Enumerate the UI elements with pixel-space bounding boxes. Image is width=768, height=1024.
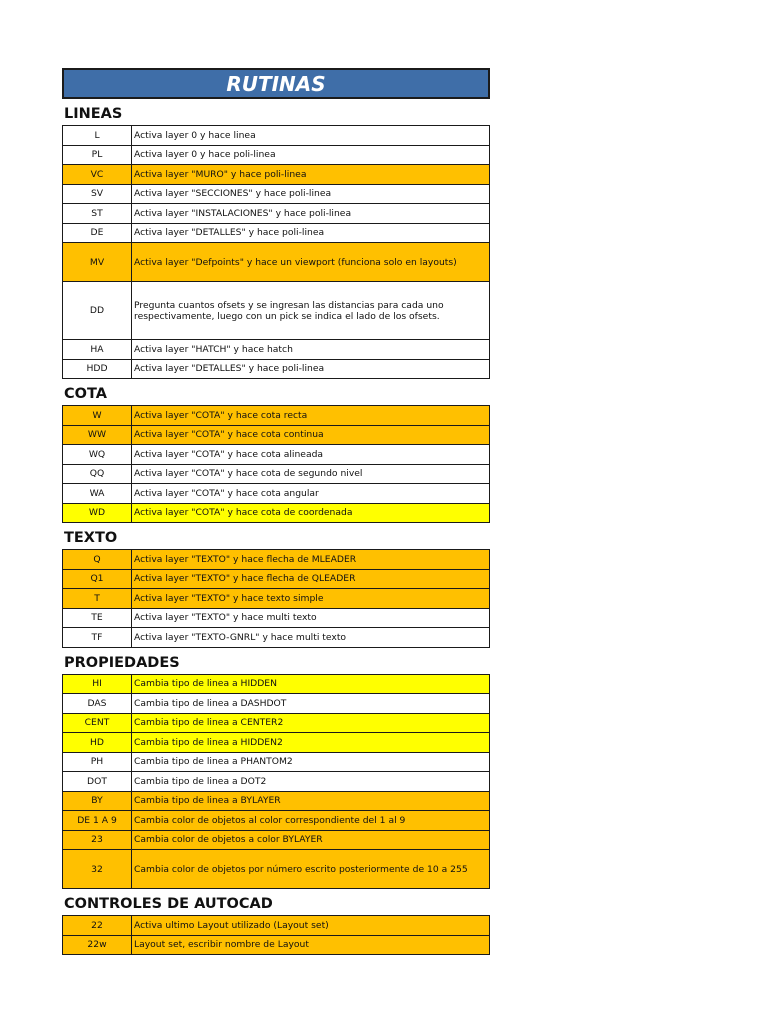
command-description-cell[interactable]: Activa layer "COTA" y hace cota alineada [132, 445, 490, 465]
command-code-cell[interactable]: HA [63, 340, 132, 360]
command-description-cell[interactable]: Activa layer 0 y hace poli-linea [132, 145, 490, 165]
command-description-cell[interactable]: Activa layer "Defpoints" y hace un viewport (funciona solo en layouts) [132, 243, 490, 282]
command-description-cell[interactable]: Activa ultimo Layout utilizado (Layout set) [132, 916, 490, 936]
command-description-cell[interactable]: Activa layer "HATCH" y hace hatch [132, 340, 490, 360]
routines-sheet [62, 68, 490, 955]
table-row [63, 935, 490, 955]
command-code-cell[interactable]: SV [63, 184, 132, 204]
table-row [63, 340, 490, 360]
page-title: RUTINAS [226, 71, 326, 96]
table-row [63, 608, 490, 628]
command-code-cell[interactable]: DE 1 A 9 [63, 811, 132, 831]
command-code-cell[interactable]: 22 [63, 916, 132, 936]
command-code-cell[interactable]: PL [63, 145, 132, 165]
command-description-cell[interactable]: Cambia tipo de linea a HIDDEN [132, 674, 490, 694]
command-code-cell[interactable]: CENT [63, 713, 132, 733]
command-code-cell[interactable]: 32 [63, 850, 132, 889]
command-code-cell[interactable]: L [63, 126, 132, 146]
command-code-cell[interactable]: HD [63, 733, 132, 753]
section-title: TEXTO [64, 530, 118, 546]
table-row [63, 694, 490, 714]
command-description-cell[interactable]: Layout set, escribir nombre de Layout [132, 935, 490, 955]
command-code-cell[interactable]: MV [63, 243, 132, 282]
table-row [63, 791, 490, 811]
command-description-cell[interactable]: Activa layer "DETALLES" y hace poli-linea [132, 223, 490, 243]
section-lineas [62, 99, 490, 379]
command-description-cell[interactable]: Pregunta cuantos ofsets y se ingresan las distancias para cada uno respectivamente, luego con un pick se indica el lado de los ofsets. [132, 282, 490, 340]
command-description-cell[interactable]: Cambia tipo de linea a BYLAYER [132, 791, 490, 811]
command-code-cell[interactable]: Q1 [63, 569, 132, 589]
table-row [63, 359, 490, 379]
routines-table [62, 125, 490, 379]
command-code-cell[interactable]: DAS [63, 694, 132, 714]
command-code-cell[interactable]: T [63, 589, 132, 609]
command-description-cell[interactable]: Cambia color de objetos por número escrito posteriormente de 10 a 255 [132, 850, 490, 889]
table-row [63, 550, 490, 570]
table-row [63, 406, 490, 426]
command-code-cell[interactable]: DD [63, 282, 132, 340]
section-title: PROPIEDADES [64, 654, 180, 671]
table-row [63, 145, 490, 165]
table-row [63, 628, 490, 648]
table-row [63, 165, 490, 185]
table-row [63, 282, 490, 340]
table-row [63, 569, 490, 589]
table-row [63, 713, 490, 733]
command-code-cell[interactable]: TF [63, 628, 132, 648]
command-code-cell[interactable]: WW [63, 425, 132, 445]
table-row [63, 184, 490, 204]
table-row [63, 589, 490, 609]
section-title: LINEAS [64, 106, 123, 122]
table-row [63, 830, 490, 850]
table-row [63, 445, 490, 465]
command-description-cell[interactable]: Activa layer "SECCIONES" y hace poli-linea [132, 184, 490, 204]
command-description-cell[interactable]: Activa layer "MURO" y hace poli-linea [132, 165, 490, 185]
command-description-cell[interactable]: Activa layer "DETALLES" y hace poli-linea [132, 359, 490, 379]
command-description-cell[interactable]: Cambia tipo de linea a PHANTOM2 [132, 752, 490, 772]
table-row [63, 243, 490, 282]
section-title: COTA [64, 386, 107, 402]
command-description-cell[interactable]: Cambia tipo de linea a CENTER2 [132, 713, 490, 733]
table-row [63, 126, 490, 146]
command-description-cell[interactable]: Activa layer "COTA" y hace cota continua [132, 425, 490, 445]
command-code-cell[interactable]: 22w [63, 935, 132, 955]
command-description-cell[interactable]: Activa layer "TEXTO-GNRL" y hace multi texto [132, 628, 490, 648]
command-code-cell[interactable]: BY [63, 791, 132, 811]
command-code-cell[interactable]: TE [63, 608, 132, 628]
title-banner [62, 68, 490, 99]
command-code-cell[interactable]: HDD [63, 359, 132, 379]
command-description-cell[interactable]: Activa layer "COTA" y hace cota angular [132, 484, 490, 504]
command-code-cell[interactable]: HI [63, 674, 132, 694]
section-cota [62, 379, 490, 523]
command-code-cell[interactable]: VC [63, 165, 132, 185]
command-description-cell[interactable]: Activa layer "COTA" y hace cota de segundo nivel [132, 464, 490, 484]
command-description-cell[interactable]: Cambia tipo de linea a DOT2 [132, 772, 490, 792]
command-description-cell[interactable]: Activa layer "TEXTO" y hace flecha de MLEADER [132, 550, 490, 570]
command-code-cell[interactable]: WD [63, 503, 132, 523]
command-description-cell[interactable]: Activa layer "TEXTO" y hace multi texto [132, 608, 490, 628]
command-description-cell[interactable]: Cambia color de objetos al color correspondiente del 1 al 9 [132, 811, 490, 831]
table-row [63, 850, 490, 889]
command-description-cell[interactable]: Cambia tipo de linea a HIDDEN2 [132, 733, 490, 753]
section-controles-de-autocad [62, 889, 490, 955]
table-row [63, 811, 490, 831]
command-description-cell[interactable]: Activa layer "TEXTO" y hace texto simple [132, 589, 490, 609]
command-code-cell[interactable]: W [63, 406, 132, 426]
command-code-cell[interactable]: ST [63, 204, 132, 224]
command-code-cell[interactable]: WQ [63, 445, 132, 465]
command-description-cell[interactable]: Cambia color de objetos a color BYLAYER [132, 830, 490, 850]
table-row [63, 674, 490, 694]
table-row [63, 425, 490, 445]
section-texto [62, 523, 490, 648]
section-title: CONTROLES DE AUTOCAD [64, 896, 273, 912]
command-code-cell[interactable]: 23 [63, 830, 132, 850]
section-propiedades [62, 648, 490, 890]
command-description-cell[interactable]: Activa layer 0 y hace linea [132, 126, 490, 146]
table-row [63, 503, 490, 523]
command-description-cell[interactable]: Activa layer "TEXTO" y hace flecha de QLEADER [132, 569, 490, 589]
routines-table [62, 405, 490, 523]
table-row [63, 752, 490, 772]
command-description-cell[interactable]: Activa layer "COTA" y hace cota recta [132, 406, 490, 426]
table-row [63, 916, 490, 936]
table-row [63, 772, 490, 792]
table-row [63, 484, 490, 504]
command-description-cell[interactable]: Cambia tipo de linea a DASHDOT [132, 694, 490, 714]
command-code-cell[interactable]: QQ [63, 464, 132, 484]
command-description-cell[interactable]: Activa layer "COTA" y hace cota de coordenada [132, 503, 490, 523]
command-code-cell[interactable]: DOT [63, 772, 132, 792]
command-code-cell[interactable]: DE [63, 223, 132, 243]
table-row [63, 733, 490, 753]
table-row [63, 464, 490, 484]
routines-table [62, 674, 490, 890]
command-code-cell[interactable]: WA [63, 484, 132, 504]
routines-table [62, 549, 490, 648]
sections-container [62, 99, 490, 955]
table-row [63, 204, 490, 224]
command-code-cell[interactable]: PH [63, 752, 132, 772]
command-description-cell[interactable]: Activa layer "INSTALACIONES" y hace poli-linea [132, 204, 490, 224]
command-code-cell[interactable]: Q [63, 550, 132, 570]
routines-table [62, 915, 490, 955]
table-row [63, 223, 490, 243]
